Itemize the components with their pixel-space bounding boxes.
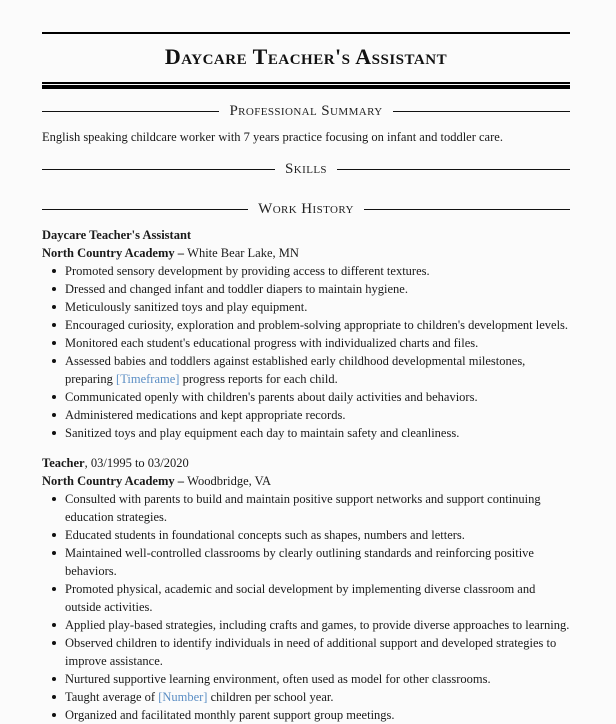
job-company: North Country Academy (42, 246, 175, 260)
bullet-text: Taught average of (65, 690, 159, 704)
job-title-line (42, 226, 570, 244)
section-divider-line (42, 209, 248, 210)
section-divider-line (42, 169, 275, 170)
section-divider-line (337, 169, 570, 170)
job-bullet: Observed children to identify individuals in need of additional support and developed strategies to improve assistance. (65, 634, 570, 670)
job-location: Woodbridge, VA (187, 474, 272, 488)
job-bullet: Organized and facilitated monthly parent support group meetings. (65, 706, 570, 724)
section-title: Skills (285, 160, 327, 177)
job-title: Teacher (42, 456, 85, 470)
company-separator: – (174, 246, 188, 260)
header-double-rule-thin (42, 82, 570, 84)
job-bullet: Educated students in foundational concepts such as shapes, numbers and letters. (65, 526, 570, 544)
job-company-line (42, 244, 570, 262)
job-entry (42, 454, 570, 724)
section-divider-line (364, 209, 570, 210)
job-bullet: Promoted physical, academic and social development by implementing diverse classroom and outside activities. (65, 580, 570, 616)
job-bullet: Applied play-based strategies, including crafts and games, to provide diverse approaches to learning. (65, 618, 570, 632)
job-bullet: Communicated openly with children's parents about daily activities and behaviors. (65, 388, 570, 406)
placeholder-timeframe: [Timeframe] (116, 372, 180, 386)
company-separator: – (174, 474, 188, 488)
section-divider-line (393, 111, 570, 112)
section-heading-professional-summary (42, 102, 570, 120)
section-heading-work-history (42, 200, 570, 218)
job-bullet: Monitored each student's educational progress with individualized charts and files. (65, 334, 570, 352)
professional-summary-text: English speaking childcare worker with 7 years practice focusing on infant and toddler care. (42, 130, 503, 144)
job-bullet: Consulted with parents to build and maintain positive support networks and support continuing education strategies. (65, 490, 570, 526)
bullet-text: children per school year. (207, 690, 334, 704)
placeholder-number: [Number] (158, 690, 208, 704)
job-bullet: Administered medications and kept appropriate records. (65, 406, 570, 424)
section-divider-line (42, 111, 219, 112)
job-bullet: Promoted sensory development by providing access to different textures. (65, 262, 570, 280)
job-bullet (65, 352, 570, 388)
job-bullet: Meticulously sanitized toys and play equipment. (65, 298, 570, 316)
job-bullet: Encouraged curiosity, exploration and problem-solving appropriate to children's development levels. (65, 318, 569, 332)
job-bullet: Nurtured supportive learning environment, often used as model for other classrooms. (65, 670, 570, 688)
section-title: Work History (258, 200, 354, 217)
job-company: North Country Academy (42, 474, 175, 488)
job-title: Daycare Teacher's Assistant (42, 228, 192, 242)
bullet-text: progress reports for each child. (179, 372, 338, 386)
section-title: Professional Summary (229, 102, 383, 119)
job-bullet: Dressed and changed infant and toddler diapers to maintain hygiene. (65, 280, 570, 298)
bullet-text: Assessed babies and toddlers against established early childhood developmental milestones, preparing (65, 354, 526, 386)
job-company-line (42, 472, 570, 490)
job-entry (42, 226, 570, 442)
header-double-rule-thick (42, 85, 570, 89)
job-bullet (65, 688, 570, 706)
header-top-rule (42, 32, 570, 34)
job-bullet: Sanitized toys and play equipment each day to maintain safety and cleanliness. (65, 424, 570, 442)
job-bullet-list (42, 262, 570, 442)
job-title-line (42, 454, 570, 472)
section-heading-skills (42, 160, 570, 178)
resume-name-heading: Daycare Teacher's Assistant (164, 44, 448, 69)
job-location: White Bear Lake, MN (187, 246, 299, 260)
job-bullet-list (42, 490, 570, 724)
job-bullet: Maintained well-controlled classrooms by clearly outlining standards and reinforcing positive behaviors. (65, 544, 570, 580)
job-dates: , 03/1995 to 03/2020 (84, 456, 189, 470)
